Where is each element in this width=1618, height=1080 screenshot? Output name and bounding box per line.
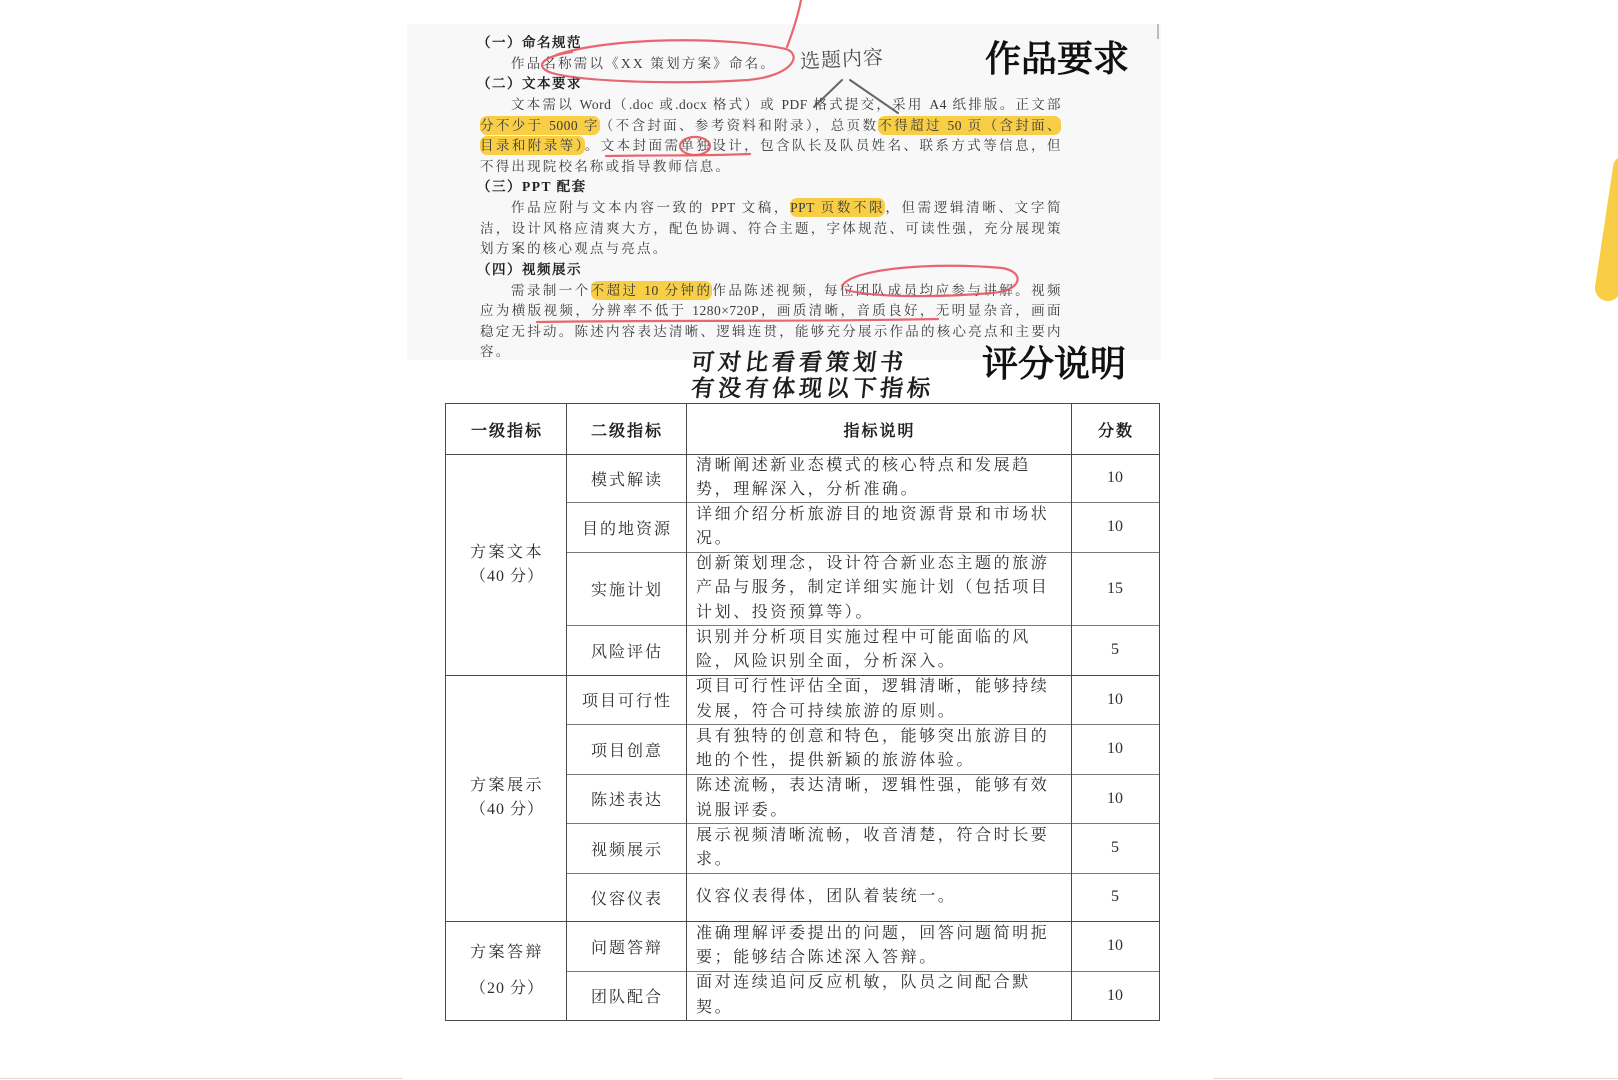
description-text: [696, 971, 1031, 1020]
text-run: 作品名称需以《XX 策划方案》命名。: [511, 55, 776, 71]
text-run: 文本需以 Word（.doc 或.docx 格式）或 PDF 格式提交，采用 A4 纸排版。正文部: [511, 96, 1061, 112]
bottom-edge-left: [0, 1078, 403, 1079]
requirements-title: 作品要求: [985, 39, 1130, 80]
description-text: [696, 824, 1049, 873]
requirements-text: [477, 33, 1062, 363]
indicator-cell: 项目创意: [590, 742, 663, 760]
description-line: 求。: [696, 851, 734, 868]
yellow-marker-edge-stroke: [1608, 168, 1618, 288]
description-text: [696, 675, 1049, 724]
paragraph-line: [480, 301, 1061, 322]
table-header-cell: 分数: [1097, 422, 1134, 440]
description-text: [696, 626, 1031, 675]
group-label-cell: [446, 454, 566, 675]
group-name: 方案展示: [469, 776, 544, 794]
paragraph-line: [480, 157, 1061, 178]
indicator-cell: 风险评估: [590, 643, 663, 661]
description-line: 创新策划理念，设计符合新业态主题的旅游: [696, 554, 1050, 572]
paragraph-line: [480, 136, 1061, 157]
indicator-cell: 目的地资源: [581, 520, 672, 538]
scoring-title: 评分说明: [982, 344, 1127, 385]
header-divider: [446, 454, 1159, 455]
paragraph-line: [480, 219, 1061, 240]
highlighted-text: 不得超过 50 页（含封面、: [878, 117, 1062, 133]
score-cell: 5: [1111, 641, 1119, 658]
description-cell: [686, 552, 1071, 625]
group-name: 方案答辩: [469, 943, 544, 961]
highlighted-text: 分不少于 5000 字: [480, 117, 600, 133]
score-cell: 15: [1107, 579, 1123, 597]
description-cell: [686, 502, 1071, 552]
text-run: 容。: [480, 344, 512, 360]
indicator-cell: 团队配合: [590, 989, 663, 1006]
description-line: 准确理解评委提出的问题，回答问题简明扼: [696, 924, 1050, 942]
description-text: [696, 922, 1049, 971]
description-line: 险，风险识别全面，分析深入。: [696, 653, 957, 670]
description-line: 契。: [696, 998, 734, 1016]
description-cell: [686, 873, 1071, 921]
bottom-edge-right: [1213, 1078, 1618, 1079]
highlighted-text: 不超过 10 分钟的: [590, 282, 713, 298]
section-heading: （三）PPT 配套: [477, 179, 587, 195]
text-run: 应为横版视频，分辨率不低于 1280×720P，画质清晰，音质良好，无明显杂音，画面: [480, 303, 1061, 319]
score-cell: 5: [1111, 888, 1119, 905]
paragraph-line: [480, 198, 1061, 219]
score-cell: 10: [1107, 789, 1123, 807]
paragraph-line: [480, 54, 1061, 75]
description-cell: [686, 774, 1071, 823]
description-line: 仪容仪表得体，团队着装统一。: [696, 887, 957, 905]
description-line: 具有独特的创意和特色，能够突出旅游目的: [696, 727, 1050, 745]
score-cell: 10: [1107, 518, 1123, 535]
description-text: [696, 774, 1049, 823]
text-run: 作品陈述视频，每位团队成员均应参与讲解。视频: [712, 282, 1062, 298]
description-line: 项目可行性评估全面，逻辑清晰，能够持续: [696, 678, 1050, 695]
group-points: （40 分）: [469, 801, 544, 818]
section-heading: （一）命名规范: [477, 35, 582, 50]
paragraph-line: [480, 281, 1061, 302]
text-run: 洁，设计风格应清爽大方，配色协调、符合主题，字体规范、可读性强，充分展现策: [480, 220, 1061, 236]
table-header-cell: 一级指标: [470, 422, 543, 440]
highlighted-text: PPT 页数不限: [790, 200, 886, 215]
column-divider: [1071, 404, 1072, 1020]
group-label-cell: [446, 675, 566, 921]
section-heading: （二）文本要求: [477, 76, 582, 92]
description-line: 势，理解深入，分析准确。: [696, 481, 920, 498]
text-run: 稳定无抖动。陈述内容表达清晰、逻辑连贯，能够充分展示作品的核心亮点和主要内: [480, 323, 1061, 339]
text-run: 不得出现院校名称或指导教师信息。: [480, 158, 732, 174]
paragraph-line: [480, 239, 1061, 260]
description-line: 发展，符合可持续旅游的原则。: [696, 702, 957, 720]
description-cell: [686, 675, 1071, 724]
paragraph-line: [480, 322, 1061, 343]
text-run: 需录制一个: [511, 282, 591, 298]
score-cell: 10: [1107, 469, 1123, 486]
description-line: 况。: [696, 530, 734, 547]
text-run: 作品应附与文本内容一致的 PPT 文稿，: [511, 200, 791, 215]
section-heading: （四）视频展示: [477, 261, 582, 277]
description-line: 展示视频清晰流畅，收音清楚，符合时长要: [696, 826, 1050, 844]
handwritten-compare-note-line-1: 可对比看看策划书: [689, 350, 909, 376]
description-cell: [686, 454, 1071, 502]
scrollbar-thumb: [1157, 24, 1159, 39]
paragraph-line: [480, 95, 1061, 116]
score-cell: 10: [1107, 937, 1123, 954]
description-cell: [686, 823, 1071, 873]
group-points: （40 分）: [469, 567, 544, 585]
description-text: [696, 885, 956, 910]
indicator-cell: 模式解读: [590, 471, 663, 489]
highlighted-text: 目录和附录等）: [480, 138, 585, 154]
table-header-cell: 指标说明: [843, 422, 916, 440]
description-line: 产品与服务，制定详细实施计划（包括项目: [696, 579, 1050, 597]
description-line: 清晰阐述新业态模式的核心特点和发展趋: [696, 456, 1031, 474]
description-line: 识别并分析项目实施过程中可能面临的风: [696, 628, 1031, 646]
handwritten-margin-note: 选题内容: [799, 44, 885, 74]
description-cell: [686, 971, 1071, 1020]
description-text: [696, 725, 1049, 774]
text-run: ，但需逻辑清晰、文字简: [885, 200, 1061, 215]
description-line: 说服评委。: [696, 801, 790, 819]
scoring-table: [445, 403, 1160, 1021]
description-line: 地的个性，提供新颖的旅游体验。: [696, 752, 976, 769]
description-cell: [686, 724, 1071, 774]
score-cell: 10: [1107, 690, 1123, 708]
text-run: 。文本封面需单独设计，包含队长及队员姓名、联系方式等信息，但: [584, 138, 1061, 154]
group-label-cell: [446, 921, 566, 1020]
indicator-cell: 项目可行性: [581, 693, 672, 710]
description-cell: [686, 921, 1071, 971]
description-line: 计划、投资预算等）。: [696, 603, 875, 621]
description-line: 要；能够结合陈述深入答辩。: [696, 949, 938, 966]
description-text: [696, 503, 1049, 552]
text-run: （不含封面、参考资料和附录），总页数: [599, 117, 879, 133]
column-divider: [566, 404, 567, 1020]
table-header-cell: 二级指标: [590, 422, 663, 440]
description-line: 陈述流畅，表达清晰，逻辑性强，能够有效: [696, 777, 1050, 794]
description-line: 面对连续追问反应机敏，队员之间配合默: [696, 974, 1031, 991]
text-run: 划方案的核心观点与亮点。: [480, 241, 669, 257]
description-text: [696, 454, 1031, 503]
score-cell: 10: [1107, 986, 1123, 1004]
indicator-cell: 仪容仪表: [590, 890, 663, 908]
indicator-cell: 问题答辩: [590, 939, 663, 957]
score-cell: 5: [1111, 839, 1119, 856]
description-cell: [686, 625, 1071, 675]
indicator-cell: 实施计划: [590, 582, 663, 599]
description-line: 详细介绍分析旅游目的地资源背景和市场状: [696, 505, 1050, 523]
group-name: 方案文本: [469, 543, 544, 561]
group-points: （20 分）: [469, 979, 544, 997]
description-text: [696, 552, 1049, 626]
handwritten-compare-note-line-2: 有没有体现以下指标: [689, 376, 936, 402]
indicator-cell: 视频展示: [590, 841, 663, 859]
indicator-cell: 陈述表达: [590, 792, 663, 809]
column-divider: [686, 404, 687, 1020]
score-cell: 10: [1107, 740, 1123, 757]
paragraph-line: [480, 116, 1061, 137]
